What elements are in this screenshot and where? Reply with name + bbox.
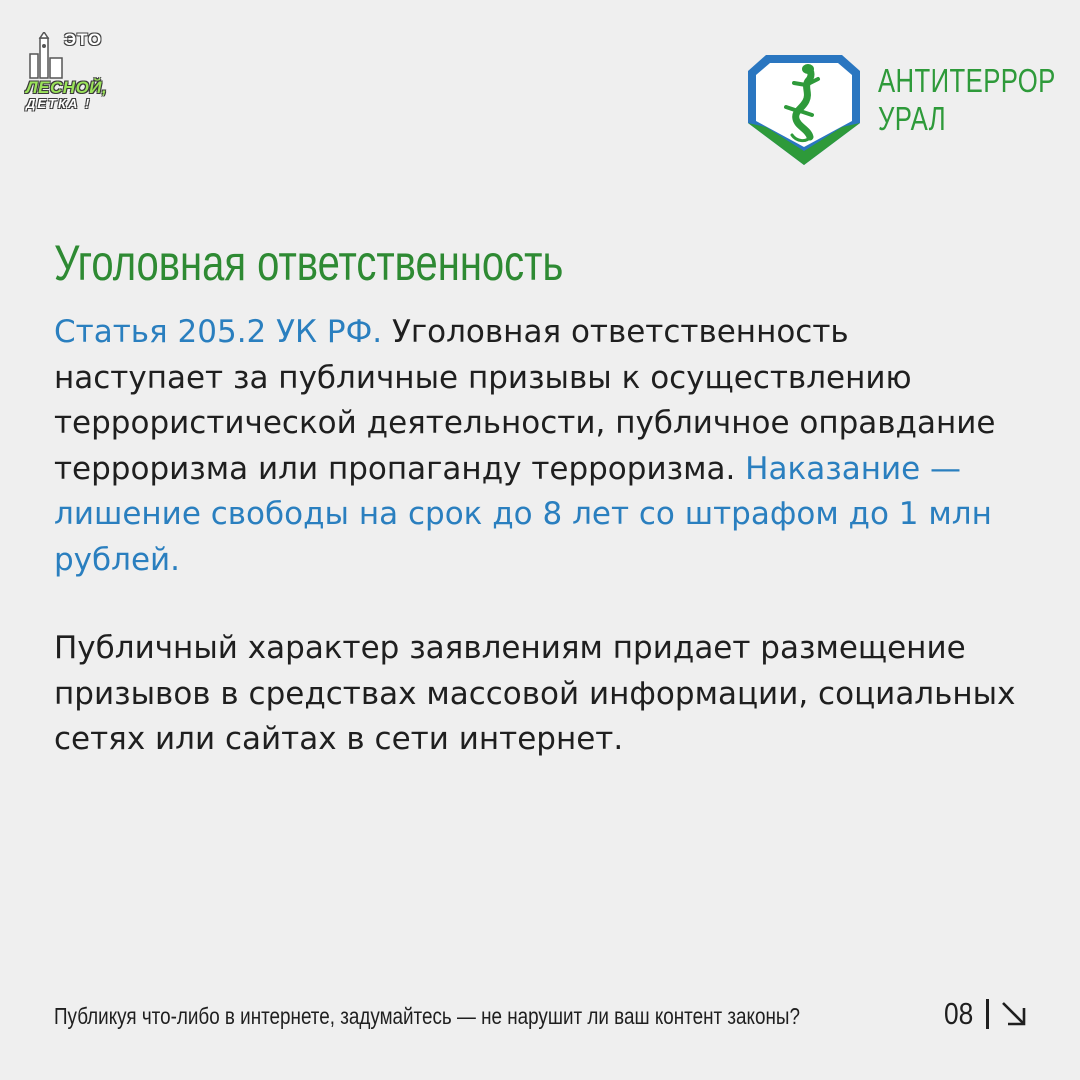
page-divider (986, 999, 989, 1029)
footer-note: Публикуя что-либо в интернете, задумайтесь — не нарушит ли ваш контент законы? (54, 1003, 800, 1029)
page-number: 08 (944, 996, 974, 1031)
brand-left-line2: ЛЕСНОЙ, (26, 78, 108, 97)
public-nature-paragraph: Публичный характер заявлениям придает размещение призывов в средствах массовой информации, социальных сетях или сайтах в сети интернет. (54, 630, 1016, 757)
brand-left-line1: ЭТО (64, 30, 103, 49)
brand-left-line3: ДЕТКА ! (26, 96, 92, 111)
city-skyline-icon (26, 32, 66, 82)
brand-right-title (878, 62, 1056, 138)
arrow-down-right-icon (1000, 1000, 1028, 1028)
article-paragraph (54, 310, 1024, 583)
lizard-shield-icon (746, 55, 862, 167)
brand-right-line1: АНТИТЕРРОР (878, 62, 1056, 99)
article-body: Уголовная ответственность наступает за публичные призывы к осуществлению террористической деятельности, публичное оправдание терроризма или пропаганду терроризма. (54, 314, 996, 487)
brand-logo-left (26, 30, 118, 112)
punishment-text: Наказание — лишение свободы на срок до 8 лет со штрафом до 1 млн рублей. (54, 450, 992, 578)
page-title: Уголовная ответственность (54, 235, 564, 291)
brand-right-line2: УРАЛ (878, 100, 946, 137)
article-reference: Статья 205.2 УК РФ. (54, 314, 383, 350)
